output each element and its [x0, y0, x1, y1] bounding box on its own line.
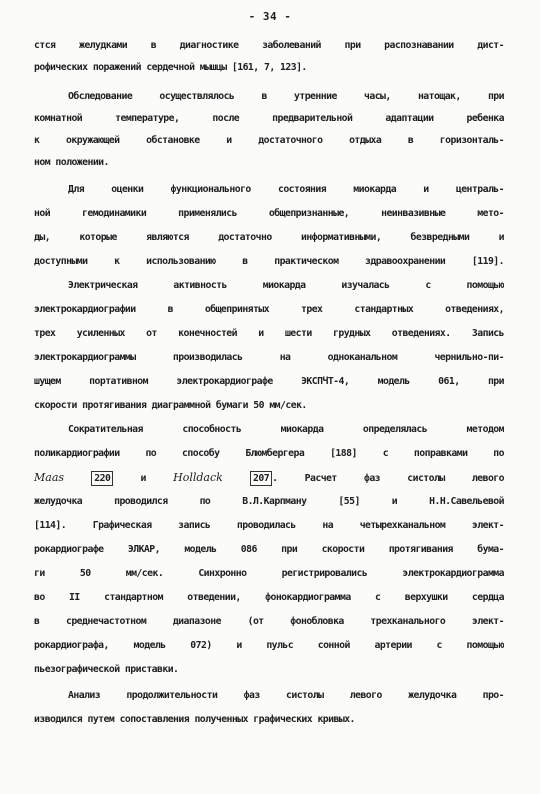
text-line: Обследование осуществлялось в утренние часы, натощак, при — [68, 91, 504, 102]
text-line: поликардиографии по способу Блюмбергера [188] с поправками по — [34, 448, 504, 459]
text-line: пьезографической приставки. — [34, 664, 179, 675]
text-line: доступными к использованию в практическом здравоохранении [119]. — [34, 256, 504, 267]
text-line: Сократительная способность миокарда определялась методом — [68, 424, 504, 435]
text-line: рокардиографе ЭЛКАР, модель 086 при скорости протягивания бума- — [34, 544, 504, 555]
text-line: скорости протягивания диаграммной бумаги 50 мм/сек. — [34, 400, 307, 411]
text-line: электрокардиограммы производилась на одноканальном чернильно-пи- — [34, 352, 504, 363]
text-line: Для оценки функционального состояния миокарда и централь- — [68, 184, 504, 195]
text-line: Анализ продолжительности фаз систолы левого желудочка про- — [68, 690, 504, 701]
text-line: рофических поражений сердечной мышцы [161, 7, 123]. — [34, 62, 307, 73]
text-line: в среднечастотном диапазоне (от фонобловка трехканального элект- — [34, 616, 504, 627]
text-line: Электрическая активность миокарда изучалась с помощью — [68, 280, 504, 291]
text-line: желудочка проводился по В.Л.Карпману [55] и Н.Н.Савельевой — [34, 496, 504, 507]
text-line-with-handwritten-names: Maas 220 и Holldack 207 . Расчет фаз систолы левого — [34, 471, 504, 484]
handwritten-author-holldack: Holldack — [173, 471, 223, 484]
text-line: во II стандартном отведении, фонокардиограмма с верхушки сердца — [34, 592, 504, 603]
text-line: к окружающей обстановке и достаточного отдыха в горизонталь- — [34, 135, 504, 146]
text-line: шущем портативном электрокардиографе ЭКСПЧТ-4, модель 061, при — [34, 376, 504, 387]
text-line: ной гемодинамики применялись общепризнанные, неинвазивные мето- — [34, 208, 504, 219]
text-line: рокардиографа, модель 072) и пульс сонной артерии с помощью — [34, 640, 504, 651]
text-line: [114]. Графическая запись проводилась на четырехканальном элект- — [34, 520, 504, 531]
text-line: стся желудками в диагностике заболеваний при распознавании дист- — [34, 40, 504, 51]
text-line: электрокардиографии в общепринятых трех стандартных отведениях, — [34, 304, 504, 315]
handwritten-author-maas: Maas — [34, 471, 65, 484]
text-line: ды, которые являются достаточно информативными, безвредными и — [34, 232, 504, 243]
text-line: изводился путем сопоставления полученных графических кривых. — [34, 714, 355, 725]
text-line: ном положении. — [34, 157, 109, 168]
text-line: комнатной температуре, после предварительной адаптации ребенка — [34, 113, 504, 124]
page-number: - 34 - — [248, 10, 292, 23]
text-line: ги 50 мм/сек. Синхронно регистрировались электрокардиограмма — [34, 568, 504, 579]
text-line: трех усиленных от конечностей и шести грудных отведениях. Запись — [34, 328, 504, 339]
